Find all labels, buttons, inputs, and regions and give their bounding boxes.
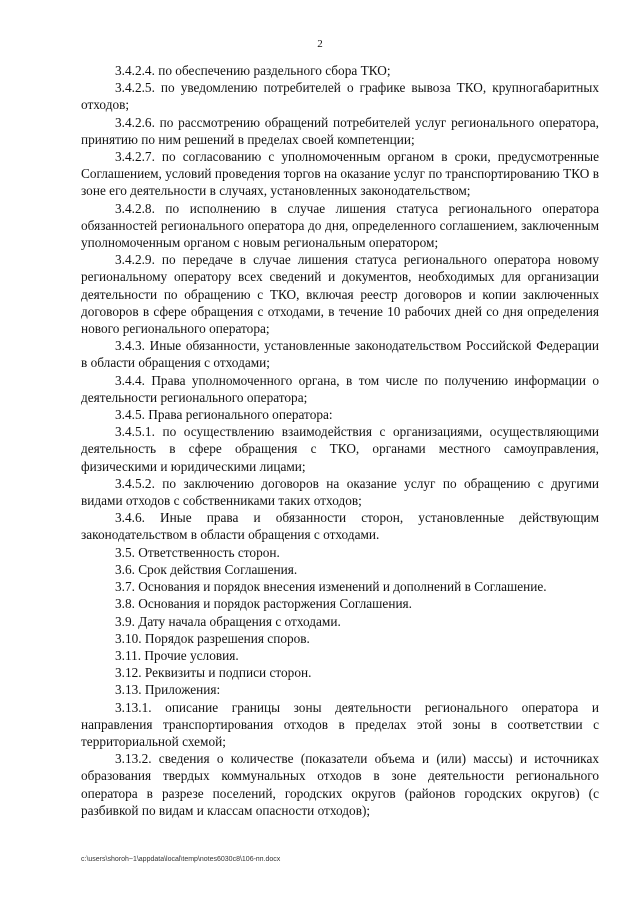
paragraph-3-4-2-5: 3.4.2.5. по уведомлению потребителей о графике вывоза ТКО, крупногабаритных отходов; xyxy=(81,80,599,113)
paragraph-3-8: 3.8. Основания и порядок расторжения Соглашения. xyxy=(115,596,412,612)
paragraph-3-4-2-9: 3.4.2.9. по передаче в случае лишения статуса регионального оператора новому региональному оператору всех сведений и документов, необходимых для организации деятельности по обращению с ТКО, включая реестр договоров и копии заключенных договоров в сфере обращения с отходами, в течение 10 рабочих дней со дня определения нового регионального оператора; xyxy=(81,252,599,337)
paragraph-3-13-1: 3.13.1. описание границы зоны деятельности регионального оператора и направления транспортирования отходов в пределах этой зоны в соответствии с территориальной схемой; xyxy=(81,699,599,749)
paragraph-3-4-2-8: 3.4.2.8. по исполнению в случае лишения статуса регионального оператора обязанностей регионального оператора до дня, определенного соглашением, заключенным уполномоченным органом с новым региональным оператором; xyxy=(81,200,599,251)
paragraph-3-13: 3.13. Приложения: xyxy=(115,682,221,698)
paragraph-3-4-6: 3.4.6. Иные права и обязанности сторон, установленные действующим законодательством в области обращения с отходами. xyxy=(81,510,599,543)
paragraph-3-11: 3.11. Прочие условия. xyxy=(115,647,239,663)
paragraph-3-4-4: 3.4.4. Права уполномоченного органа, в том числе по получению информации о деятельности регионального оператора; xyxy=(81,372,599,405)
paragraph-3-4-2-4: 3.4.2.4. по обеспечению раздельного сбора ТКО; xyxy=(115,63,391,78)
paragraph-3-4-5-1: 3.4.5.1. по осуществлению взаимодействия с организациями, осуществляющими деятельность в сфере обращения с ТКО, органами местного самоуправления, физическими и юридическими лицами; xyxy=(81,424,599,474)
paragraph-3-7: 3.7. Основания и порядок внесения изменений и дополнений в Соглашение. xyxy=(115,579,547,595)
page-number: 2 xyxy=(317,38,323,50)
paragraph-3-4-5-2: 3.4.5.2. по заключению договоров на оказание услуг по обращению с другими видами отходов с собственниками таких отходов; xyxy=(81,475,599,509)
paragraph-3-9: 3.9. Дату начала обращения с отходами. xyxy=(115,613,341,629)
document-body xyxy=(81,62,599,819)
footer-file-path: c:\users\shoroh~1\appdata\local\temp\notes6030c8\106-пп.docx xyxy=(81,856,281,863)
paragraph-3-4-2-6: 3.4.2.6. по рассмотрению обращений потребителей услуг регионального оператора, принятию по ним решений в пределах своей компетенции; xyxy=(81,114,599,147)
paragraph-3-4-5: 3.4.5. Права регионального оператора: xyxy=(115,407,333,423)
paragraph-3-4-2-7: 3.4.2.7. по согласованию с уполномоченным органом в сроки, предусмотренные Соглашением, условий проведения торгов на оказание услуг по транспортированию ТКО в зоне его деятельности в случаях, установленных законодательством; xyxy=(81,149,599,199)
paragraph-3-12: 3.12. Реквизиты и подписи сторон. xyxy=(115,665,312,681)
paragraph-3-5: 3.5. Ответственность сторон. xyxy=(115,544,280,560)
paragraph-3-10: 3.10. Порядок разрешения споров. xyxy=(115,630,310,646)
paragraph-3-6: 3.6. Срок действия Соглашения. xyxy=(115,561,298,577)
paragraph-3-4-3: 3.4.3. Иные обязанности, установленные законодательством Российской Федерации в области обращения с отходами; xyxy=(81,338,599,371)
paragraph-3-13-2: 3.13.2. сведения о количестве (показатели объема и (или) массы) и источниках образования твердых коммунальных отходов в зоне деятельности регионального оператора в разрезе поселений, городских округов (районов городских округов) (с разбивкой по видам и классам опасности отходов); xyxy=(81,751,599,818)
